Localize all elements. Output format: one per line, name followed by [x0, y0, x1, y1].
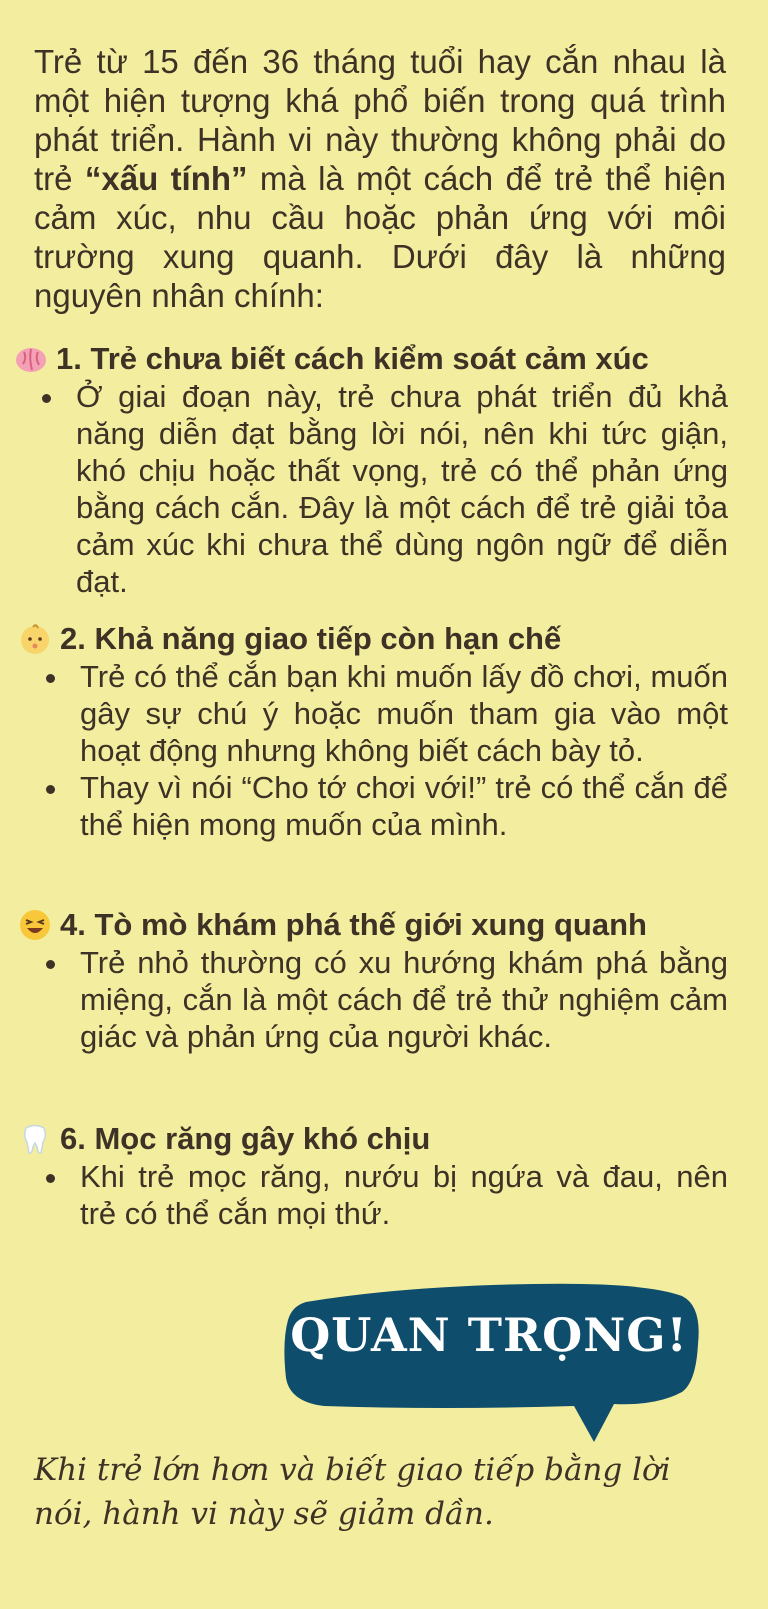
list-item: Trẻ có thể cắn bạn khi muốn lấy đồ chơi, muốn gây sự chú ý hoặc muốn tham gia vào một hoạt động nhưng không biết cách bày tỏ. — [18, 658, 728, 769]
brain-icon — [14, 342, 48, 376]
list-item: Khi trẻ mọc răng, nướu bị ngứa và đau, nên trẻ có thể cắn mọi thứ. — [18, 1158, 728, 1232]
intro-text-1: Trẻ từ 15 đến 36 tháng tuổi hay cắn nhau là một hiện tượng khá phổ biến trong quá trình phát triển. Hành vi này thường không phải do trẻ — [34, 43, 726, 197]
laughing-face-icon — [18, 908, 52, 942]
section-communication — [14, 620, 728, 843]
list-item: Ở giai đoạn này, trẻ chưa phát triển đủ khả năng diễn đạt bằng lời nói, nên khi tức giận, khó chịu hoặc thất vọng, trẻ có thể phản ứng bằng cách cắn. Đây là một cách để trẻ giải tỏa cảm xúc khi chưa thể dùng ngôn ngữ để diễn đạt. — [14, 378, 728, 600]
bullet-list — [14, 378, 728, 600]
section-title: 2. Khả năng giao tiếp còn hạn chế — [60, 621, 562, 656]
section-title: 6. Mọc răng gây khó chịu — [60, 1121, 431, 1156]
intro-paragraph — [34, 42, 726, 315]
section-title: 1. Trẻ chưa biết cách kiểm soát cảm xúc — [56, 341, 649, 376]
list-item: Thay vì nói “Cho tớ chơi với!” trẻ có thể cắn để thể hiện mong muốn của mình. — [18, 769, 728, 843]
section-heading — [14, 620, 728, 658]
section-curiosity — [14, 906, 728, 1055]
section-teething — [14, 1120, 728, 1232]
bullet-list — [14, 1158, 728, 1232]
section-heading — [14, 1120, 728, 1158]
section-emotion-control — [14, 340, 728, 600]
section-heading — [14, 340, 728, 378]
intro-text-2: mà là một cách để trẻ thể hiện cảm xúc, nhu cầu hoặc phản ứng với môi trường xung quanh. Dưới đây là những nguyên nhân chính: — [34, 160, 726, 314]
tooth-icon — [18, 1122, 52, 1156]
section-heading — [14, 906, 728, 944]
bullet-list — [14, 658, 728, 843]
baby-face-icon — [18, 622, 52, 656]
bullet-list — [14, 944, 728, 1055]
section-title: 4. Tò mò khám phá thế giới xung quanh — [60, 907, 647, 942]
closing-note: Khi trẻ lớn hơn và biết giao tiếp bằng lời nói, hành vi này sẽ giảm dần. — [34, 1452, 671, 1532]
callout-label: QUAN TRỌNG! — [290, 1308, 688, 1362]
speech-bubble-icon — [284, 1282, 704, 1442]
important-callout — [284, 1282, 704, 1442]
list-item: Trẻ nhỏ thường có xu hướng khám phá bằng miệng, cắn là một cách để trẻ thử nghiệm cảm giác và phản ứng của người khác. — [18, 944, 728, 1055]
intro-bold: “xấu tính” — [84, 160, 248, 197]
